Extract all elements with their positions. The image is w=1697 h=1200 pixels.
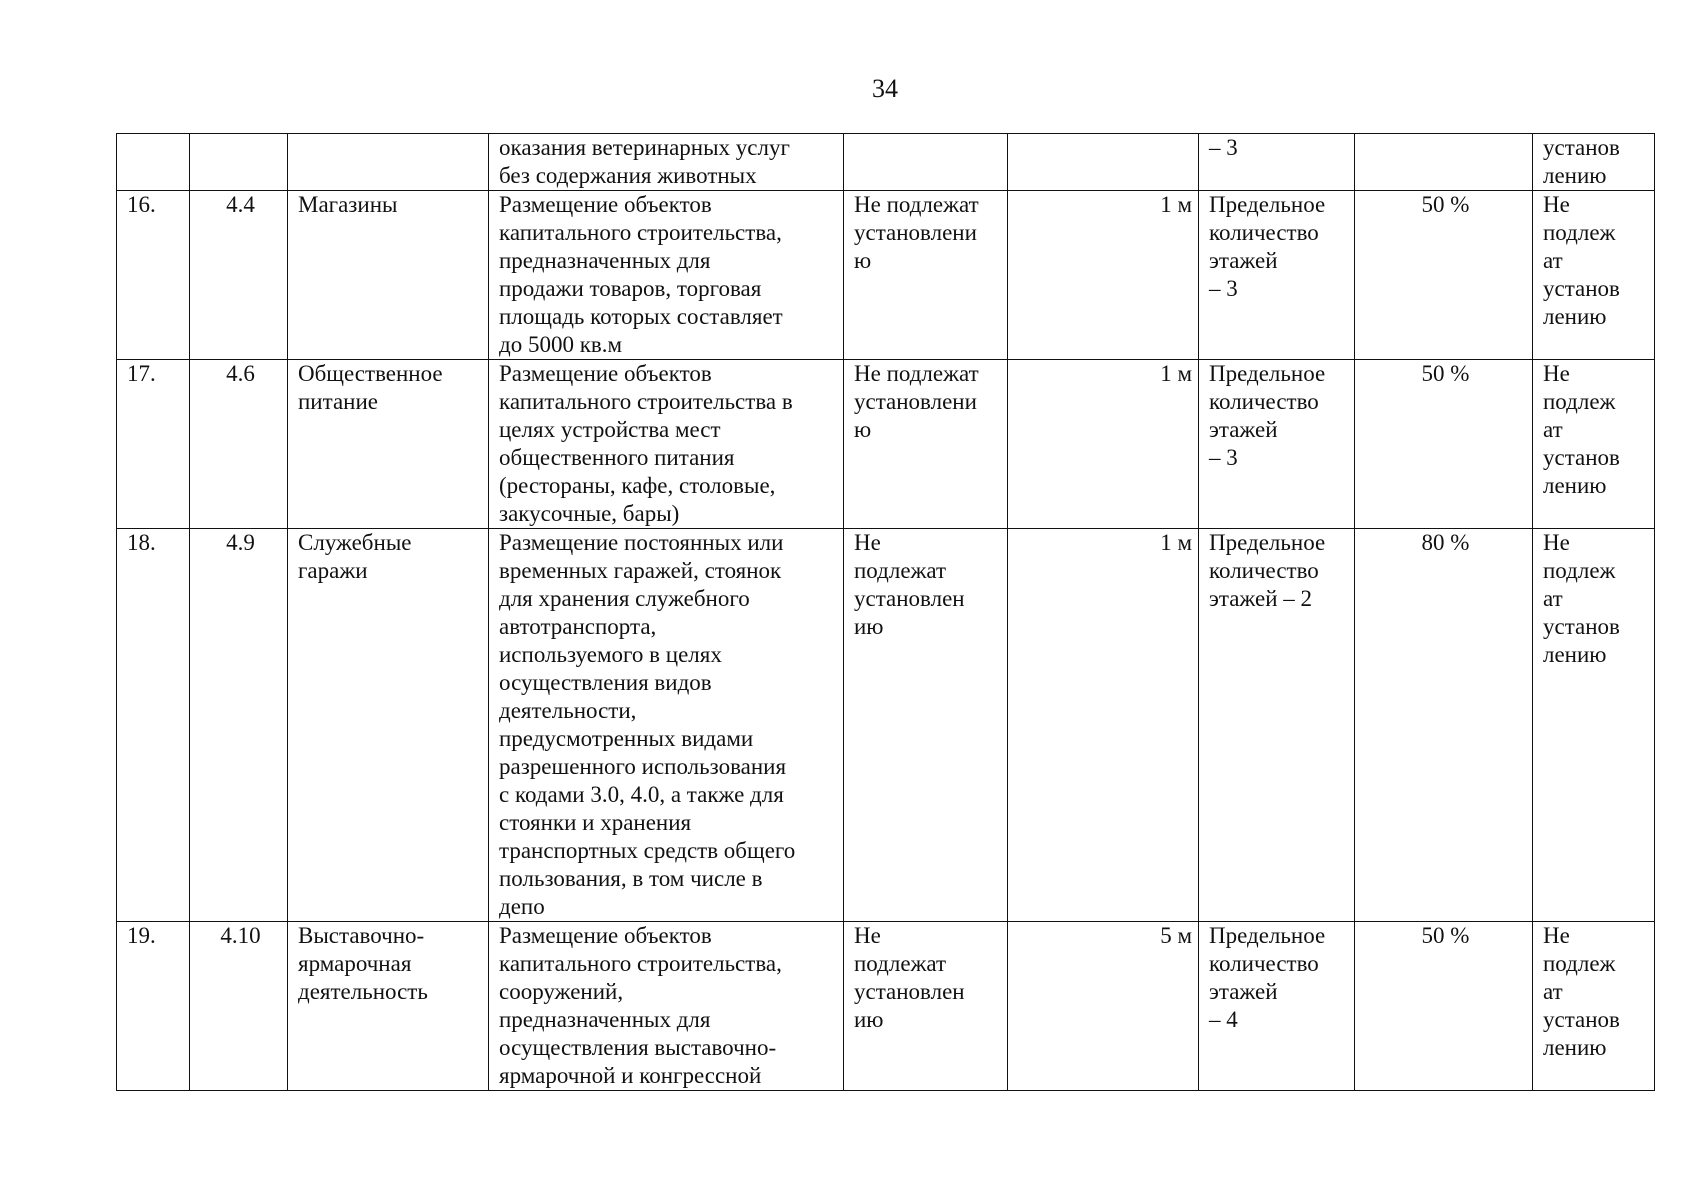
- table-row: [117, 360, 1655, 529]
- use-name-cell: Выставочно- ярмарочная деятельность: [288, 922, 489, 1091]
- coverage-cell: 50 %: [1355, 922, 1533, 1091]
- setback-cell: 1 м: [1008, 360, 1199, 529]
- use-description-cell: Размещение объектов капитального строительства в целях устройства мест общественного питания (рестораны, кафе, столовые, закусочные, бары): [489, 360, 844, 529]
- floors-cell: – 3: [1199, 134, 1355, 191]
- use-name-cell: Общественное питание: [288, 360, 489, 529]
- other-params-cell: Не подлеж ат установ лению: [1533, 360, 1655, 529]
- floors-cell: Предельное количество этажей – 4: [1199, 922, 1355, 1091]
- use-code-cell: [190, 134, 288, 191]
- plot-area-cell: Не подлежат установлен ию: [844, 529, 1008, 922]
- other-params-cell: Не подлеж ат установ лению: [1533, 922, 1655, 1091]
- other-params-cell: Не подлеж ат установ лению: [1533, 529, 1655, 922]
- regulations-table: [116, 133, 1655, 1091]
- coverage-cell: 50 %: [1355, 191, 1533, 360]
- floors-cell: Предельное количество этажей – 2: [1199, 529, 1355, 922]
- coverage-cell: [1355, 134, 1533, 191]
- table-row: [117, 529, 1655, 922]
- setback-cell: [1008, 134, 1199, 191]
- use-code-cell: 4.6: [190, 360, 288, 529]
- plot-area-cell: [844, 134, 1008, 191]
- coverage-cell: 80 %: [1355, 529, 1533, 922]
- plot-area-cell: Не подлежат установлен ию: [844, 922, 1008, 1091]
- use-code-cell: 4.4: [190, 191, 288, 360]
- setback-cell: 1 м: [1008, 191, 1199, 360]
- use-description-cell: Размещение постоянных или временных гаражей, стоянок для хранения служебного автотранспорта, используемого в целях осуществления видов деятельности, предусмотренных видами разрешенного использования с кодами 3.0, 4.0, а также для стоянки и хранения транспортных средств общего пользования, в том числе в депо: [489, 529, 844, 922]
- row-number-cell: [117, 134, 190, 191]
- use-code-cell: 4.10: [190, 922, 288, 1091]
- row-number-cell: 18.: [117, 529, 190, 922]
- floors-cell: Предельное количество этажей – 3: [1199, 191, 1355, 360]
- plot-area-cell: Не подлежат установлени ю: [844, 191, 1008, 360]
- row-number-cell: 19.: [117, 922, 190, 1091]
- page-number: 34: [872, 74, 898, 103]
- row-number-cell: 16.: [117, 191, 190, 360]
- plot-area-cell: Не подлежат установлени ю: [844, 360, 1008, 529]
- use-code-cell: 4.9: [190, 529, 288, 922]
- use-description-cell: Размещение объектов капитального строительства, предназначенных для продажи товаров, торговая площадь которых составляет до 5000 кв.м: [489, 191, 844, 360]
- table-row: [117, 191, 1655, 360]
- use-description-cell: Размещение объектов капитального строительства, сооружений, предназначенных для осуществления выставочно- ярмарочной и конгрессной: [489, 922, 844, 1091]
- use-description-cell: оказания ветеринарных услуг без содержания животных: [489, 134, 844, 191]
- other-params-cell: установ лению: [1533, 134, 1655, 191]
- coverage-cell: 50 %: [1355, 360, 1533, 529]
- floors-cell: Предельное количество этажей – 3: [1199, 360, 1355, 529]
- other-params-cell: Не подлеж ат установ лению: [1533, 191, 1655, 360]
- table-row: [117, 134, 1655, 191]
- use-name-cell: [288, 134, 489, 191]
- setback-cell: 5 м: [1008, 922, 1199, 1091]
- use-name-cell: Магазины: [288, 191, 489, 360]
- use-name-cell: Служебные гаражи: [288, 529, 489, 922]
- table-row: [117, 922, 1655, 1091]
- setback-cell: 1 м: [1008, 529, 1199, 922]
- row-number-cell: 17.: [117, 360, 190, 529]
